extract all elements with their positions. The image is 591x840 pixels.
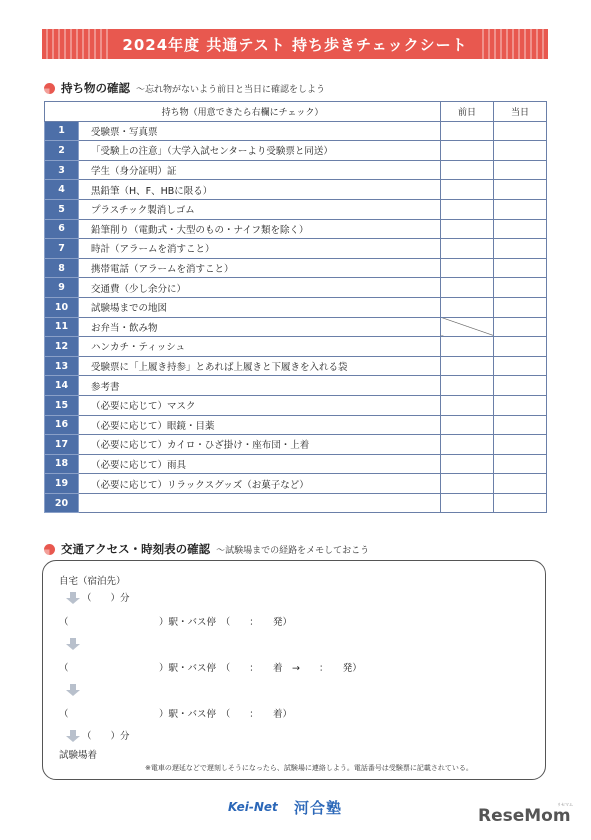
row-item-text: 受験票に「上履き持参」とあれば上履きと下履きを入れる袋 <box>79 356 441 376</box>
row-item-text: 試験場までの地図 <box>79 297 441 317</box>
check-cell-prev-day[interactable] <box>441 337 494 357</box>
table-row <box>45 121 547 141</box>
table-row <box>45 297 547 317</box>
check-cell-prev-day[interactable] <box>441 160 494 180</box>
check-cell-prev-day[interactable] <box>441 239 494 259</box>
row-item-text: （必要に応じて）カイロ・ひざ掛け・座布団・上着 <box>79 435 441 455</box>
section-belongings-heading <box>44 80 325 96</box>
table-row <box>45 160 547 180</box>
row-number: 7 <box>45 239 79 259</box>
title-banner <box>42 29 548 59</box>
table-row <box>45 317 547 337</box>
kawaijuku-logo: 河合塾 <box>294 799 343 817</box>
check-cell-exam-day[interactable] <box>494 141 547 161</box>
row-item-text: 黒鉛筆（H、F、HBに限る） <box>79 180 441 200</box>
row-number: 6 <box>45 219 79 239</box>
header-exam-day: 当日 <box>494 102 547 122</box>
route-paren-1: （ <box>59 617 69 628</box>
row-number: 9 <box>45 278 79 298</box>
row-number: 19 <box>45 474 79 494</box>
table-row <box>45 258 547 278</box>
check-cell-exam-day[interactable] <box>494 219 547 239</box>
check-cell-prev-day[interactable] <box>441 258 494 278</box>
row-item-text: 参考書 <box>79 376 441 396</box>
down-arrow-icon <box>66 638 80 650</box>
row-number: 5 <box>45 199 79 219</box>
table-row <box>45 435 547 455</box>
check-cell-exam-day[interactable] <box>494 415 547 435</box>
section-title: 交通アクセス・時刻表の確認 <box>61 542 211 556</box>
table-row <box>45 415 547 435</box>
check-cell-prev-day[interactable] <box>441 121 494 141</box>
check-cell-exam-day[interactable] <box>494 180 547 200</box>
table-row <box>45 337 547 357</box>
check-cell-exam-day[interactable] <box>494 239 547 259</box>
check-cell-exam-day[interactable] <box>494 278 547 298</box>
row-number: 8 <box>45 258 79 278</box>
check-cell-prev-day[interactable] <box>441 415 494 435</box>
row-item-text <box>79 493 441 513</box>
table-row <box>45 376 547 396</box>
route-minutes-2: （ ）分 <box>82 731 130 742</box>
check-cell-exam-day[interactable] <box>494 435 547 455</box>
row-number: 10 <box>45 297 79 317</box>
row-number: 3 <box>45 160 79 180</box>
route-station-3: ）駅・バス停 （ ： 着） <box>159 709 293 720</box>
row-item-text: 学生（身分証明）証 <box>79 160 441 180</box>
row-number: 4 <box>45 180 79 200</box>
check-cell-prev-day[interactable] <box>441 395 494 415</box>
down-arrow-icon <box>66 684 80 696</box>
check-cell-prev-day[interactable] <box>441 474 494 494</box>
route-start: 自宅（宿泊先） <box>59 576 126 587</box>
route-minutes-1: （ ）分 <box>82 593 130 604</box>
resemom-logo-ruby: リセマム <box>557 802 573 807</box>
row-item-text: 携帯電話（アラームを消すこと） <box>79 258 441 278</box>
check-cell-exam-day[interactable] <box>494 297 547 317</box>
table-row <box>45 493 547 513</box>
row-number: 15 <box>45 395 79 415</box>
banner-stripes-right <box>478 29 548 59</box>
row-item-text: 交通費（少し余分に） <box>79 278 441 298</box>
row-item-text: （必要に応じて）リラックスグッズ（お菓子など） <box>79 474 441 494</box>
route-paren-3: （ <box>59 709 69 720</box>
header-item: 持ち物（用意できたら右欄にチェック） <box>45 102 441 122</box>
table-row <box>45 219 547 239</box>
resemom-logo: ReseMom <box>478 806 571 826</box>
row-item-text: 「受験上の注意」（大学入試センターより受験票と同送） <box>79 141 441 161</box>
row-number: 16 <box>45 415 79 435</box>
table-row <box>45 278 547 298</box>
table-row <box>45 141 547 161</box>
check-cell-exam-day[interactable] <box>494 454 547 474</box>
section-marker-icon <box>44 544 55 555</box>
check-cell-exam-day[interactable] <box>494 317 547 337</box>
section-marker-icon <box>44 83 55 94</box>
section-subtitle: ～試験場までの経路をメモしておこう <box>216 546 370 556</box>
row-number: 12 <box>45 337 79 357</box>
section-title: 持ち物の確認 <box>61 81 130 95</box>
check-cell-prev-day[interactable] <box>441 454 494 474</box>
check-cell-prev-day[interactable] <box>441 297 494 317</box>
check-cell-prev-day[interactable] <box>441 356 494 376</box>
check-cell-prev-day[interactable] <box>441 435 494 455</box>
row-number: 17 <box>45 435 79 455</box>
row-item-text: 受験票・写真票 <box>79 121 441 141</box>
row-item-text: ハンカチ・ティッシュ <box>79 337 441 357</box>
row-number: 18 <box>45 454 79 474</box>
header-prev-day: 前日 <box>441 102 494 122</box>
row-number: 14 <box>45 376 79 396</box>
table-row <box>45 199 547 219</box>
section-subtitle: ～忘れ物がないよう前日と当日に確認をしよう <box>136 85 326 95</box>
row-item-text: 時計（アラームを消すこと） <box>79 239 441 259</box>
route-station-2: ）駅・バス停 （ ： 着 → ： 発） <box>159 663 362 674</box>
check-cell-exam-day[interactable] <box>494 337 547 357</box>
row-item-text: （必要に応じて）マスク <box>79 395 441 415</box>
check-cell-exam-day[interactable] <box>494 493 547 513</box>
belongings-checklist-table <box>44 101 547 513</box>
row-number: 11 <box>45 317 79 337</box>
check-cell-prev-day[interactable] <box>441 219 494 239</box>
row-number: 13 <box>45 356 79 376</box>
check-cell-exam-day[interactable] <box>494 395 547 415</box>
check-cell-exam-day[interactable] <box>494 474 547 494</box>
check-cell-exam-day[interactable] <box>494 258 547 278</box>
check-cell-exam-day[interactable] <box>494 199 547 219</box>
table-header-row <box>45 102 547 122</box>
check-cell-exam-day[interactable] <box>494 160 547 180</box>
table-row <box>45 474 547 494</box>
row-item-text: （必要に応じて）雨具 <box>79 454 441 474</box>
banner-stripes-left <box>42 29 112 59</box>
table-row <box>45 239 547 259</box>
table-row <box>45 454 547 474</box>
row-number: 1 <box>45 121 79 141</box>
row-item-text: （必要に応じて）眼鏡・目薬 <box>79 415 441 435</box>
row-number: 20 <box>45 493 79 513</box>
page-title: 2024年度 共通テスト 持ち歩きチェックシート <box>122 35 468 54</box>
route-end: 試験場着 <box>59 750 98 761</box>
table-row <box>45 180 547 200</box>
check-cell-prev-day[interactable] <box>441 141 494 161</box>
check-cell-prev-day[interactable] <box>441 278 494 298</box>
check-cell-prev-day[interactable] <box>441 199 494 219</box>
check-cell-prev-day[interactable] <box>441 180 494 200</box>
keinet-logo: Kei-Net <box>228 800 278 814</box>
route-station-1: ）駅・バス停 （ ： 発） <box>159 617 293 628</box>
check-cell-exam-day[interactable] <box>494 356 547 376</box>
down-arrow-icon <box>66 730 80 742</box>
row-number: 2 <box>45 141 79 161</box>
check-cell-prev-day[interactable] <box>441 493 494 513</box>
table-row <box>45 356 547 376</box>
check-cell-prev-day[interactable] <box>441 376 494 396</box>
table-row <box>45 395 547 415</box>
delay-note: ※電車の遅延などで遅刻しそうになったら、試験場に連絡しよう。電話番号は受験票に記載されている。 <box>145 764 473 772</box>
route-paren-2: （ <box>59 663 69 674</box>
check-cell-prev-day-disabled <box>441 317 494 337</box>
row-item-text: お弁当・飲み物 <box>79 317 441 337</box>
row-item-text: プラスチック製消しゴム <box>79 199 441 219</box>
check-cell-exam-day[interactable] <box>494 121 547 141</box>
check-cell-exam-day[interactable] <box>494 376 547 396</box>
down-arrow-icon <box>66 592 80 604</box>
section-route-heading <box>44 541 369 557</box>
row-item-text: 鉛筆削り（電動式・大型のもの・ナイフ類を除く） <box>79 219 441 239</box>
